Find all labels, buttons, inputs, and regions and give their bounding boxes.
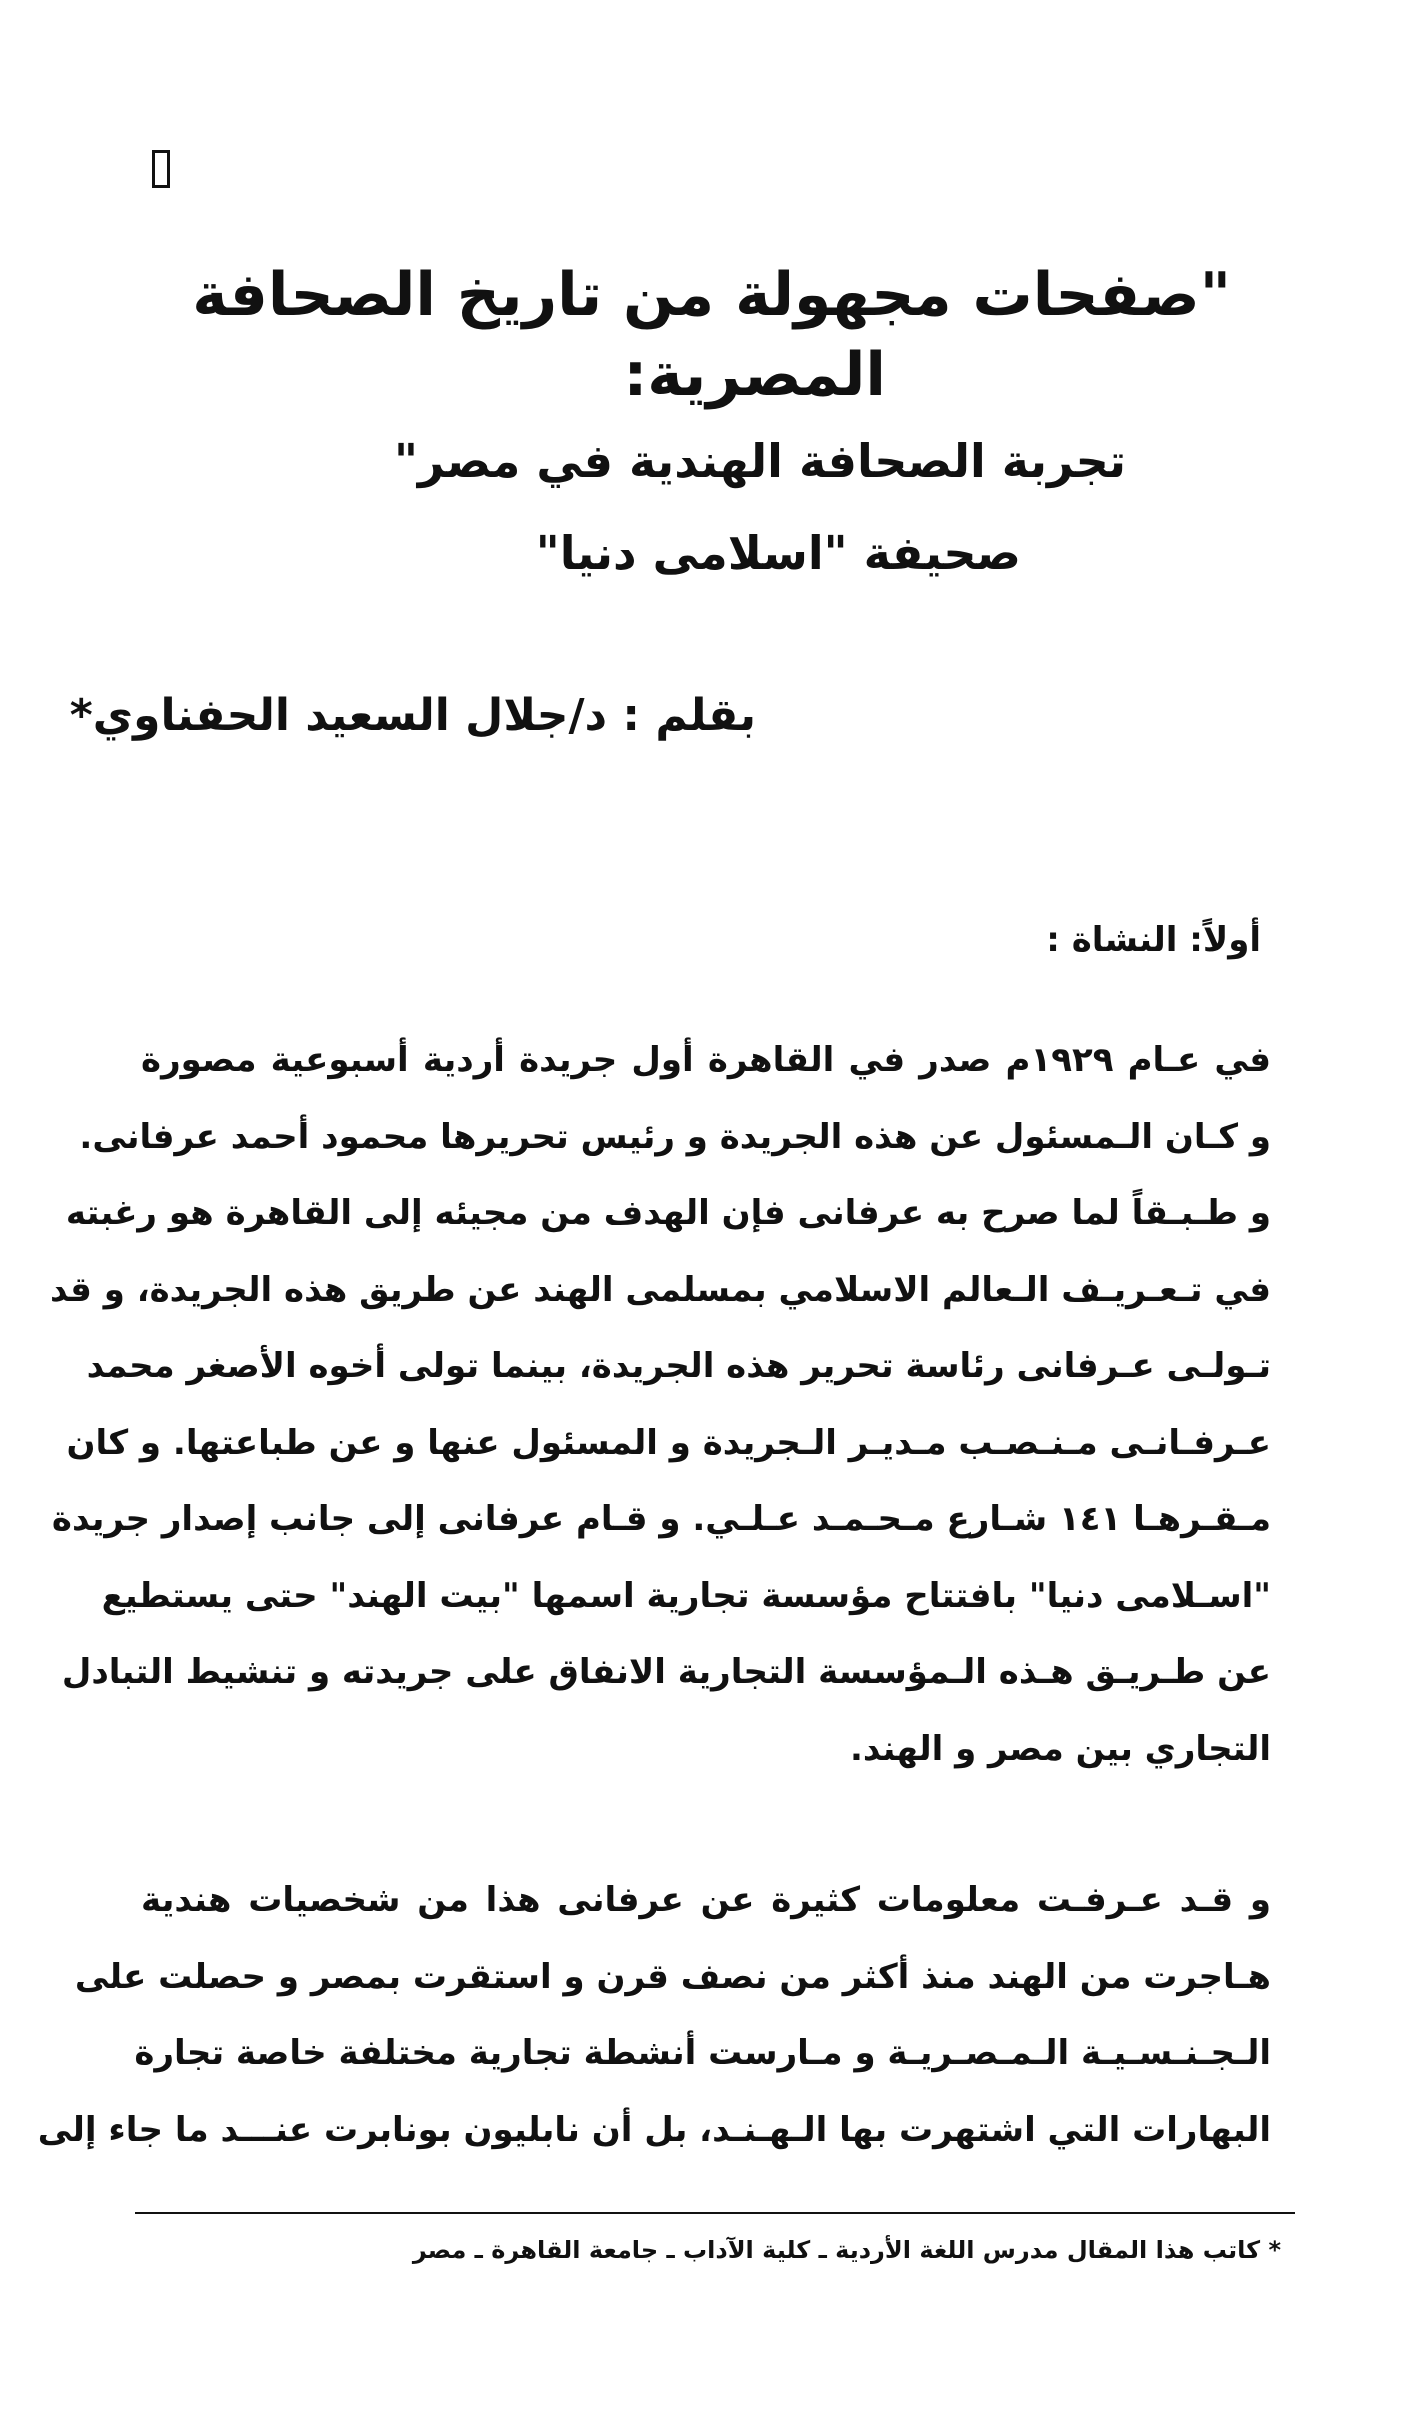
paragraph-2	[37, 1862, 1271, 2168]
article-title-block	[181, 255, 1231, 599]
footnote-divider	[135, 2212, 1295, 2214]
paragraph-line: عـرفـانـى مـنـصـب مـديـر الـجريدة و المسئول عنها و عن طباعتها. و كان	[66, 1422, 1271, 1463]
article-title-line-1: "صفحات مجهولة من تاريخ الصحافة	[192, 260, 1231, 330]
paragraph-line: تـولـى عـرفانى رئاسة تحرير هذه الجريدة، بينما تولى أخوه الأصغر محمد	[86, 1346, 1271, 1386]
paragraph-line: في عـام ١٩٢٩م صدر في القاهرة أول جريدة أردية أسبوعية مصورة	[141, 1040, 1271, 1080]
paragraph-line: هـاجرت من الهند منذ أكثر من نصف قرن و استقرت بمصر و حصلت على	[74, 1956, 1271, 1997]
footnote: * كاتب هذا المقال مدرس اللغة الأردية ـ كلية الآداب ـ جامعة القاهرة ـ مصر	[412, 2236, 1281, 2264]
paragraph-line: و قـد عـرفـت معلومات كثيرة عن عرفانى هذا من شخصيات هندية	[141, 1880, 1271, 1920]
paragraph-line: و طـبـقاً لما صرح به عرفانى فإن الهدف من مجيئه إلى القاهرة هو رغبته	[65, 1193, 1271, 1233]
paragraph-1	[49, 1022, 1271, 1787]
paragraph-line: الـجـنـسـيـة الـمـصـريـة و مـارست أنشطة تجارية مختلفة خاصة تجارة	[134, 2033, 1271, 2073]
page-marker-box	[152, 150, 170, 188]
paragraph-line: مـقـرهـا ١٤١ شـارع مـحـمـد عـلـي. و قـام عرفانى إلى جانب إصدار جريدة	[51, 1499, 1271, 1539]
paragraph-line: البهارات التي اشتهرت بها الـهـنـد، بل أن نابليون بونابرت عنـــد ما جاء إلى	[37, 2109, 1271, 2150]
paragraph-line: "اسـلامى دنيا" بافتتاح مؤسسة تجارية اسمها "بيت الهند" حتى يستطيع	[101, 1575, 1271, 1616]
section-heading: أولاً: النشاة :	[1046, 920, 1261, 960]
paragraph-line: في تـعـريـف الـعالم الاسلامي بمسلمى الهند عن طريق هذه الجريدة، و قد	[49, 1269, 1271, 1310]
paragraph-line: و كـان الـمسئول عن هذه الجريدة و رئيس تحريرها محمود أحمد عرفانى.	[79, 1116, 1271, 1157]
paragraph-line: عن طـريـق هـذه الـمؤسسة التجارية الانفاق على جريدته و تنشيط التبادل	[61, 1652, 1271, 1692]
paragraph-line: التجاري بين مصر و الهند.	[849, 1728, 1271, 1769]
article-title-line-2: المصرية:	[623, 340, 886, 410]
author-byline: بقلم : د/جلال السعيد الحفناوي*	[69, 690, 756, 741]
article-subtitle-2: صحيفة "اسلامى دنيا"	[535, 526, 1021, 580]
article-subtitle-1: تجربة الصحافة الهندية في مصر"	[393, 434, 1126, 488]
